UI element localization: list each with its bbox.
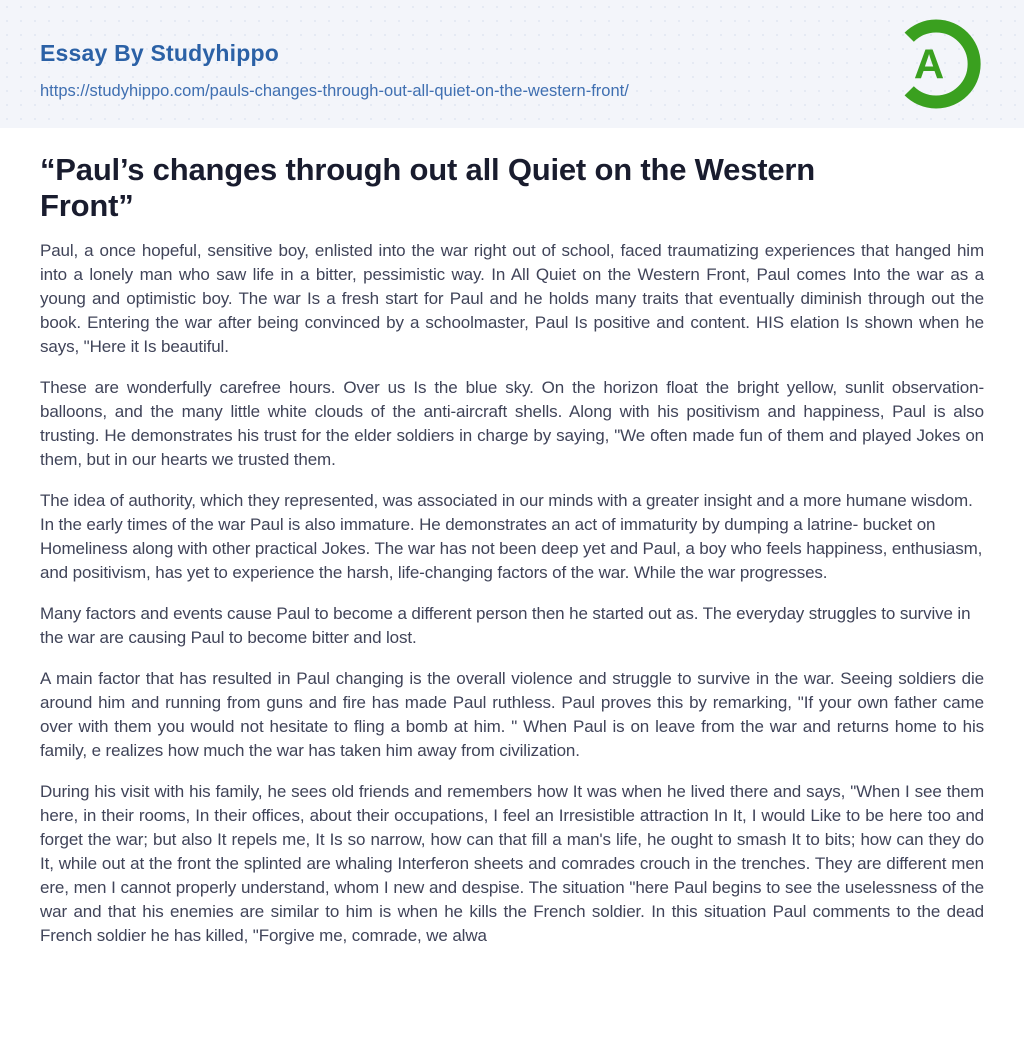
essay-paragraph: Paul, a once hopeful, sensitive boy, enlisted into the war right out of school, faced traumatizing experiences that hanged him into a lonely man who saw life in a bitter, pessimistic way. In All Quiet on the Western Front, Paul comes Into the war as a young and optimistic boy. The war Is a fresh start for Paul and he holds many traits that eventually diminish through out the book. Entering the war after being convinced by a schoolmaster, Paul Is positive and content. HIS elation Is shown when he says, "Here it Is beautiful. xyxy=(40,241,984,356)
essay-title: “Paul’s changes through out all Quiet on the Western Front” xyxy=(40,152,816,223)
essay-paragraph: Many factors and events cause Paul to become a different person then he started out as. The everyday struggles to survive in the war are causing Paul to become bitter and lost. xyxy=(40,604,971,647)
page-header xyxy=(0,0,1024,128)
essay-paragraph: During his visit with his family, he sees old friends and remembers how It was when he lived there and says, "When I see them here, in their rooms, In their offices, about their occupations, I feel an Irresistible attraction In It, I would Like to be here too and forget the war; but also It repels me, It Is so narrow, how can that fill a man's life, he ought to smash It to bits; how can they do It, while out at the front the splinted are whaling Interferon sheets and comrades crouch in the trenches. They are different men ere, men I cannot properly understand, whom I new and despise. The situation "here Paul begins to see the uselessness of the war and that his enemies are similar to him is when he kills the French soldier. In this situation Paul comments to the dead French soldier he has killed, "Forgive me, comrade, we alwa xyxy=(40,782,984,945)
essay-paragraph: A main factor that has resulted in Paul changing is the overall violence and struggle to survive in the war. Seeing soldiers die around him and running from guns and fire has made Paul ruthless. Paul proves this by remarking, "If your own father came over with them you would not hesitate to fling a bomb at him. " When Paul is on leave from the war and returns home to his family, e realizes how much the war has taken him away from civilization. xyxy=(40,669,984,760)
logo-letter: A xyxy=(913,40,945,88)
studyhippo-logo-icon xyxy=(889,17,983,111)
essay-paragraph: The idea of authority, which they represented, was associated in our minds with a greater insight and a more humane wisdom. In the early times of the war Paul is also immature. He demonstrates an act of immaturity by dumping a latrine- bucket on Homeliness along with other practical Jokes. The war has not been deep yet and Paul, a boy who feels happiness, enthusiasm, and positivism, has yet to experience the harsh, life-changing factors of the war. While the war progresses. xyxy=(40,491,983,582)
page-url: https://studyhippo.com/pauls-changes-through-out-all-quiet-on-the-western-front/ xyxy=(40,81,629,100)
site-title: Essay By Studyhippo xyxy=(40,39,279,66)
essay-paragraph: These are wonderfully carefree hours. Over us Is the blue sky. On the horizon float the bright yellow, sunlit observation-balloons, and the many little white clouds of the anti-aircraft shells. Along with his positivism and happiness, Paul is also trusting. He demonstrates his trust for the elder soldiers in charge by saying, "We often made fun of them and played Jokes on them, but in our hearts we trusted them. xyxy=(40,378,984,469)
header-text-block xyxy=(40,28,629,101)
logo-arc-svg xyxy=(889,17,983,111)
essay-content xyxy=(0,152,1024,948)
essay-body xyxy=(40,239,984,948)
